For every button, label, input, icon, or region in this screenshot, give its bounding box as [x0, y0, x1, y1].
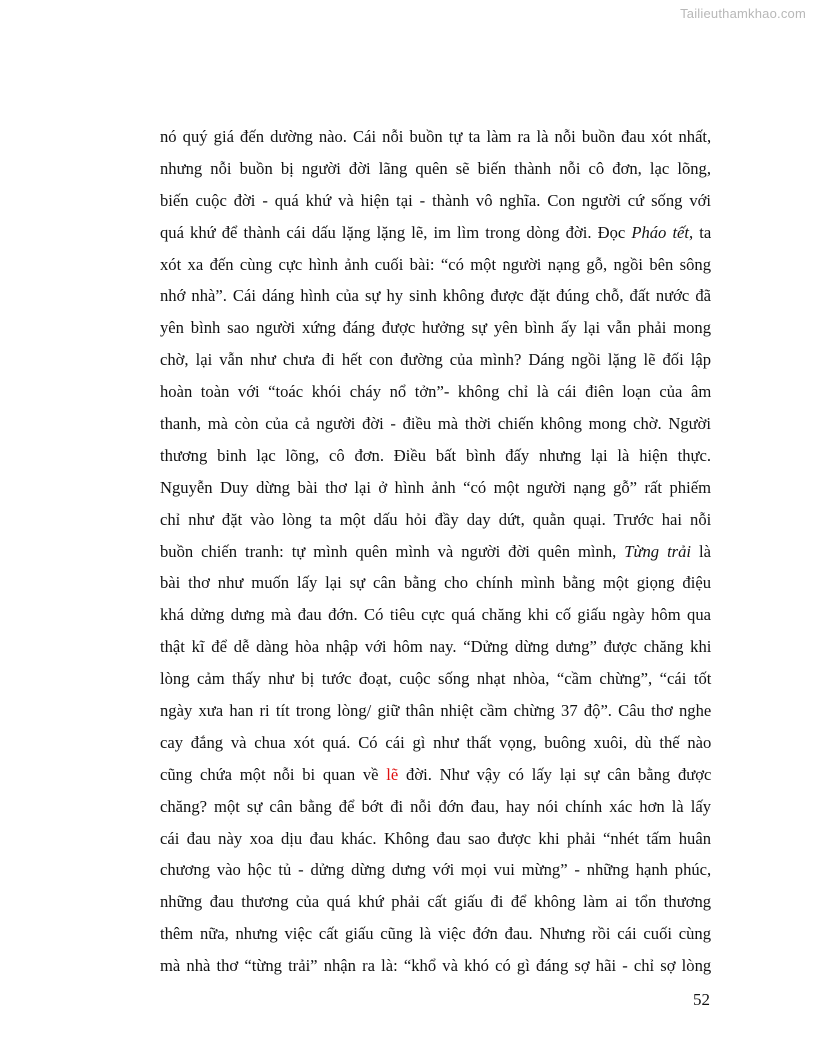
text-line: mà nhà thơ “từng trải” nhận ra là: “khổ và khó có gì đáng sợ hãi - chỉ sợ lòng [160, 956, 712, 976]
text-line: chăng? một sự cân bằng để bớt đi nỗi đớn đau, hay nói chính xác hơn là lấy [160, 796, 711, 816]
watermark: Tailieuthamkhao.com [680, 6, 806, 21]
text-line: thanh, mà còn của cả người đời - điều mà thời chiến không mong chờ. Người [160, 414, 712, 434]
italic-title-phao-tet: Pháo tết [631, 222, 690, 242]
text-line: nhưng nỗi buồn bị người đời lãng quên sẽ biến thành nỗi cô đơn, lạc lõng, [160, 158, 711, 178]
text-line: khá dửng dưng mà đau đớn. Có tiêu cực quá chăng khi cố giấu ngày hôm qua [160, 605, 711, 625]
text-line: xót xa đến cùng cực hình ảnh cuối bài: “có một người nạng gỗ, ngồi bên sông [160, 254, 711, 274]
text-segment: quá khứ để thành cái dấu lặng lặng lẽ, im lìm trong dòng đời. Đọc [160, 222, 626, 242]
text-line: những đau thương của quá khứ phải cất giấu đi để không làm ai tổn thương [160, 892, 712, 912]
text-line: chờ, lại vẫn như chưa đi hết con đường của mình? Dáng ngồi lặng lẽ đối lập [160, 350, 711, 370]
text-line: cái đau này xoa dịu đau khác. Không đau sao được khi phải “nhét tấm huân [160, 828, 711, 848]
text-line: nó quý giá đến dường nào. Cái nỗi buồn tự ta làm ra là nỗi buồn đau xót nhất, [160, 127, 712, 146]
text-segment: đời. Như vậy có lấy lại sự cân bằng được [398, 764, 712, 784]
text-line: Nguyễn Duy dừng bài thơ lại ở hình ảnh “có một người nạng gỗ” rất phiếm [160, 477, 711, 497]
body-text [160, 121, 711, 982]
text-line: thật kĩ để dễ dàng hòa nhập với hôm nay. “Dửng dừng dưng” được chăng khi [160, 637, 712, 657]
text-line: hoàn toàn với “toác khói cháy nổ tởn”- không chỉ là cái điên loạn của âm [160, 382, 712, 402]
text-line: ngày xưa han ri tít trong lòng/ giữ thân nhiệt cầm chừng 37 độ”. Câu thơ nghe [160, 701, 712, 721]
text-line: lòng cảm thấy như bị tước đoạt, cuộc sống nhạt nhòa, “cầm chừng”, “cái tốt [160, 669, 712, 689]
highlighted-word: lẽ [386, 764, 399, 784]
text-line [160, 536, 711, 568]
text-line: cay đắng và chua xót quá. Có cái gì như thất vọng, buông xuôi, dù thế nào [160, 732, 712, 752]
text-line: yên bình sao người xứng đáng được hưởng sự yên bình ấy lại vẫn phải mong [160, 318, 711, 338]
text-line: thương binh lạc lõng, cô đơn. Điều bất bình đấy nhưng lại là hiện thực. [160, 445, 711, 465]
text-line [160, 759, 711, 791]
text-line: chương vào hộc tủ - dửng dừng dưng với mọi vui mừng” - những hạnh phúc, [160, 860, 712, 880]
text-line: thêm nữa, nhưng việc cất giấu cũng là việc đớn đau. Nhưng rồi cái cuối cùng [160, 924, 711, 944]
text-line: bài thơ như muốn lấy lại sự cân bằng cho chính mình bằng một giọng điệu [160, 573, 711, 593]
text-segment: là [691, 541, 711, 561]
text-line [160, 217, 711, 249]
text-segment: buồn chiến tranh: tự mình quên mình và người đời quên mình, [160, 541, 617, 561]
text-line: biến cuộc đời - quá khứ và hiện tại - thành vô nghĩa. Con người cứ sống với [160, 190, 712, 210]
text-line: chỉ như đặt vào lòng ta một dấu hỏi đầy day dứt, quằn quại. Trước hai nỗi [160, 509, 712, 529]
text-segment: , ta [689, 222, 712, 242]
text-line: nhớ nhà”. Cái dáng hình của sự hy sinh không được đặt đúng chỗ, đất nước đã [160, 286, 711, 306]
page-number: 52 [693, 990, 710, 1009]
text-segment: cũng chứa một nỗi bi quan về [160, 764, 379, 784]
italic-title-tung-trai: Từng trải [624, 541, 692, 561]
